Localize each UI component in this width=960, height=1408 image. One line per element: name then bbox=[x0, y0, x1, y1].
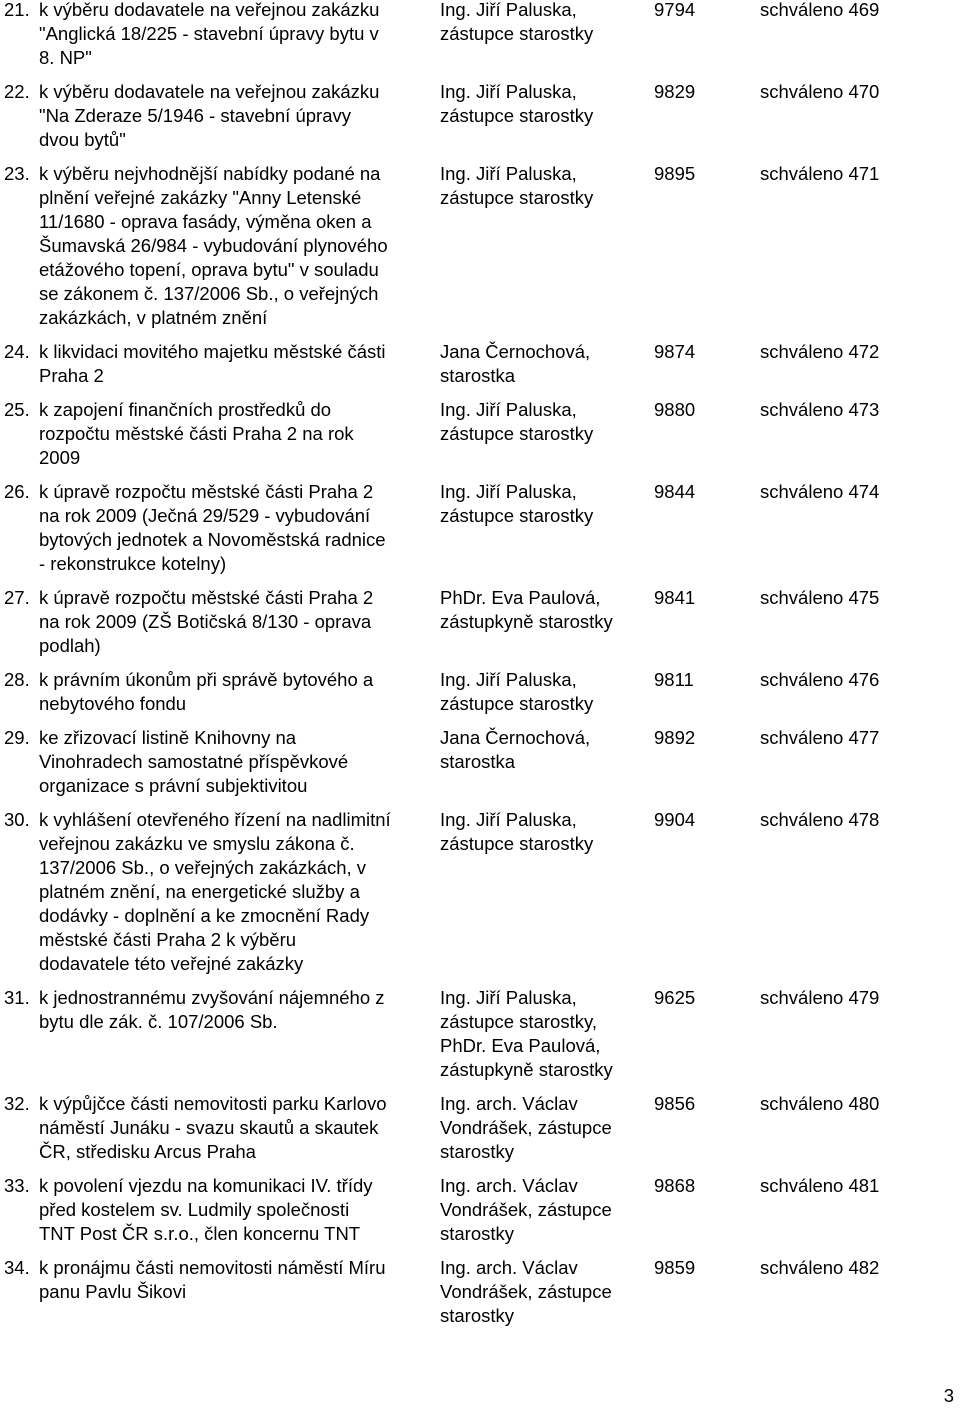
presenter-line: Ing. Jiří Paluska, bbox=[440, 163, 577, 184]
item-presenter bbox=[440, 986, 645, 1082]
item-number: 31. bbox=[4, 987, 30, 1008]
item-document-number: 9859 bbox=[654, 1257, 696, 1278]
subject-line: rozpočtu městské části Praha 2 na rok bbox=[39, 423, 354, 444]
subject-line: se zákonem č. 137/2006 Sb., o veřejných bbox=[39, 283, 379, 304]
resolution-row bbox=[0, 986, 960, 1082]
presenter-line: starostky bbox=[440, 1305, 515, 1326]
resolution-row bbox=[0, 726, 960, 798]
resolution-row bbox=[0, 80, 960, 152]
presenter-line: Vondrášek, zástupce bbox=[440, 1281, 612, 1302]
subject-line: dodávky - doplnění a ke zmocnění Rady bbox=[39, 905, 370, 926]
item-number: 24. bbox=[4, 341, 30, 362]
item-number: 26. bbox=[4, 481, 30, 502]
presenter-line: Ing. Jiří Paluska, bbox=[440, 481, 577, 502]
subject-line: veřejnou zakázku ve smyslu zákona č. bbox=[39, 833, 355, 854]
item-document-number: 9904 bbox=[654, 809, 696, 830]
presenter-line: starostky bbox=[440, 1223, 515, 1244]
item-number: 29. bbox=[4, 727, 30, 748]
presenter-line: Jana Černochová, bbox=[440, 727, 591, 748]
item-status: schváleno 471 bbox=[760, 163, 880, 184]
item-presenter bbox=[440, 1092, 645, 1164]
subject-line: k výběru dodavatele na veřejnou zakázku bbox=[39, 81, 380, 102]
item-subject bbox=[39, 986, 434, 1034]
presenter-line: starostka bbox=[440, 751, 516, 772]
item-status: schváleno 478 bbox=[760, 809, 880, 830]
presenter-line: zástupce starostky, bbox=[440, 1011, 597, 1032]
subject-line: Šumavská 26/984 - vybudování plynového bbox=[39, 235, 388, 256]
subject-line: organizace s právní subjektivitou bbox=[39, 775, 308, 796]
item-presenter bbox=[440, 80, 645, 128]
item-status: schváleno 470 bbox=[760, 81, 880, 102]
resolution-row bbox=[0, 480, 960, 576]
item-subject bbox=[39, 80, 434, 152]
item-document-number: 9856 bbox=[654, 1093, 696, 1114]
resolution-row bbox=[0, 0, 960, 70]
subject-line: dodavatele této veřejné zakázky bbox=[39, 953, 304, 974]
item-document-number: 9794 bbox=[654, 0, 696, 20]
subject-line: 137/2006 Sb., o veřejných zakázkách, v bbox=[39, 857, 367, 878]
subject-line: na rok 2009 (Ječná 29/529 - vybudování bbox=[39, 505, 371, 526]
subject-line: - rekonstrukce kotelny) bbox=[39, 553, 227, 574]
presenter-line: Ing. arch. Václav bbox=[440, 1175, 578, 1196]
subject-line: "Na Zderaze 5/1946 - stavební úpravy bbox=[39, 105, 351, 126]
presenter-line: zástupkyně starostky bbox=[440, 1059, 613, 1080]
subject-line: "Anglická 18/225 - stavební úpravy bytu v bbox=[39, 23, 379, 44]
item-presenter bbox=[440, 586, 645, 634]
item-document-number: 9892 bbox=[654, 727, 696, 748]
subject-line: k pronájmu části nemovitosti náměstí Míru bbox=[39, 1257, 386, 1278]
resolution-row bbox=[0, 668, 960, 716]
item-presenter bbox=[440, 340, 645, 388]
presenter-line: zástupce starostky bbox=[440, 505, 594, 526]
item-presenter bbox=[440, 668, 645, 716]
presenter-line: zástupkyně starostky bbox=[440, 611, 613, 632]
item-status: schváleno 481 bbox=[760, 1175, 880, 1196]
presenter-line: Ing. Jiří Paluska, bbox=[440, 809, 577, 830]
item-number: 32. bbox=[4, 1093, 30, 1114]
item-status: schváleno 476 bbox=[760, 669, 880, 690]
subject-line: k úpravě rozpočtu městské části Praha 2 bbox=[39, 481, 374, 502]
item-subject bbox=[39, 480, 434, 576]
item-document-number: 9811 bbox=[654, 669, 694, 690]
item-number: 30. bbox=[4, 809, 30, 830]
presenter-line: Ing. arch. Václav bbox=[440, 1257, 578, 1278]
subject-line: bytových jednotek a Novoměstská radnice bbox=[39, 529, 386, 550]
item-status: schváleno 482 bbox=[760, 1257, 880, 1278]
presenter-line: PhDr. Eva Paulová, bbox=[440, 1035, 601, 1056]
subject-line: 11/1680 - oprava fasády, výměna oken a bbox=[39, 211, 372, 232]
presenter-line: zástupce starostky bbox=[440, 833, 594, 854]
subject-line: 8. NP" bbox=[39, 47, 92, 68]
presenter-line: Ing. Jiří Paluska, bbox=[440, 0, 577, 20]
item-subject bbox=[39, 586, 434, 658]
resolution-row bbox=[0, 1256, 960, 1328]
presenter-line: zástupce starostky bbox=[440, 105, 594, 126]
resolution-row bbox=[0, 162, 960, 330]
item-subject bbox=[39, 1256, 434, 1304]
presenter-line: starostky bbox=[440, 1141, 515, 1162]
item-number: 34. bbox=[4, 1257, 30, 1278]
item-document-number: 9625 bbox=[654, 987, 696, 1008]
resolution-row bbox=[0, 1174, 960, 1246]
subject-line: nebytového fondu bbox=[39, 693, 187, 714]
presenter-line: starostka bbox=[440, 365, 516, 386]
item-status: schváleno 473 bbox=[760, 399, 880, 420]
subject-line: k výběru nejvhodnější nabídky podané na bbox=[39, 163, 381, 184]
item-subject bbox=[39, 340, 434, 388]
item-document-number: 9880 bbox=[654, 399, 696, 420]
subject-line: k zapojení finančních prostředků do bbox=[39, 399, 332, 420]
item-document-number: 9874 bbox=[654, 341, 696, 362]
subject-line: dvou bytů" bbox=[39, 129, 126, 150]
subject-line: 2009 bbox=[39, 447, 81, 468]
item-subject bbox=[39, 0, 434, 70]
item-status: schváleno 469 bbox=[760, 0, 880, 20]
presenter-line: Vondrášek, zástupce bbox=[440, 1199, 612, 1220]
subject-line: podlah) bbox=[39, 635, 101, 656]
item-number: 21. bbox=[4, 0, 30, 20]
item-status: schváleno 480 bbox=[760, 1093, 880, 1114]
subject-line: etážového topení, oprava bytu" v souladu bbox=[39, 259, 379, 280]
subject-line: ke zřizovací listině Knihovny na bbox=[39, 727, 297, 748]
subject-line: k povolení vjezdu na komunikaci IV. třídy bbox=[39, 1175, 373, 1196]
item-number: 28. bbox=[4, 669, 30, 690]
item-status: schváleno 472 bbox=[760, 341, 880, 362]
subject-line: Vinohradech samostatné příspěvkové bbox=[39, 751, 349, 772]
subject-line: bytu dle zák. č. 107/2006 Sb. bbox=[39, 1011, 278, 1032]
presenter-line: Ing. Jiří Paluska, bbox=[440, 669, 577, 690]
presenter-line: Jana Černochová, bbox=[440, 341, 591, 362]
subject-line: Praha 2 bbox=[39, 365, 104, 386]
presenter-line: Ing. Jiří Paluska, bbox=[440, 81, 577, 102]
item-presenter bbox=[440, 808, 645, 856]
presenter-line: zástupce starostky bbox=[440, 423, 594, 444]
item-status: schváleno 479 bbox=[760, 987, 880, 1008]
subject-line: panu Pavlu Šikovi bbox=[39, 1281, 187, 1302]
item-subject bbox=[39, 1174, 434, 1246]
presenter-line: zástupce starostky bbox=[440, 23, 594, 44]
item-number: 27. bbox=[4, 587, 30, 608]
presenter-line: zástupce starostky bbox=[440, 693, 594, 714]
item-document-number: 9844 bbox=[654, 481, 696, 502]
presenter-line: zástupce starostky bbox=[440, 187, 594, 208]
item-presenter bbox=[440, 1174, 645, 1246]
subject-line: k právním úkonům při správě bytového a bbox=[39, 669, 374, 690]
item-document-number: 9868 bbox=[654, 1175, 696, 1196]
subject-line: k úpravě rozpočtu městské části Praha 2 bbox=[39, 587, 374, 608]
item-status: schváleno 477 bbox=[760, 727, 880, 748]
resolution-row bbox=[0, 340, 960, 388]
presenter-line: Ing. Jiří Paluska, bbox=[440, 987, 577, 1008]
item-subject bbox=[39, 162, 434, 330]
resolution-row bbox=[0, 1092, 960, 1164]
item-presenter bbox=[440, 1256, 645, 1328]
item-document-number: 9829 bbox=[654, 81, 696, 102]
item-document-number: 9841 bbox=[654, 587, 696, 608]
item-number: 33. bbox=[4, 1175, 30, 1196]
item-subject bbox=[39, 1092, 434, 1164]
resolution-row bbox=[0, 586, 960, 658]
item-document-number: 9895 bbox=[654, 163, 696, 184]
item-presenter bbox=[440, 0, 645, 46]
subject-line: náměstí Junáku - svazu skautů a skautek bbox=[39, 1117, 379, 1138]
subject-line: plnění veřejné zakázky "Anny Letenské bbox=[39, 187, 362, 208]
item-number: 23. bbox=[4, 163, 30, 184]
subject-line: k výběru dodavatele na veřejnou zakázku bbox=[39, 0, 380, 20]
item-presenter bbox=[440, 726, 645, 774]
subject-line: městské části Praha 2 k výběru bbox=[39, 929, 297, 950]
item-subject bbox=[39, 668, 434, 716]
presenter-line: Ing. Jiří Paluska, bbox=[440, 399, 577, 420]
item-subject bbox=[39, 398, 434, 470]
subject-line: k likvidaci movitého majetku městské části bbox=[39, 341, 386, 362]
subject-line: ČR, středisku Arcus Praha bbox=[39, 1141, 256, 1162]
resolution-row bbox=[0, 398, 960, 470]
item-subject bbox=[39, 808, 434, 976]
subject-line: k vyhlášení otevřeného řízení na nadlimitní bbox=[39, 809, 391, 830]
subject-line: TNT Post ČR s.r.o., člen koncernu TNT bbox=[39, 1223, 361, 1244]
subject-line: platném znění, na energetické služby a bbox=[39, 881, 360, 902]
resolution-row bbox=[0, 808, 960, 976]
item-status: schváleno 474 bbox=[760, 481, 880, 502]
item-presenter bbox=[440, 480, 645, 528]
subject-line: zakázkách, v platném znění bbox=[39, 307, 268, 328]
item-subject bbox=[39, 726, 434, 798]
presenter-line: Ing. arch. Václav bbox=[440, 1093, 578, 1114]
item-number: 22. bbox=[4, 81, 30, 102]
subject-line: před kostelem sv. Ludmily společnosti bbox=[39, 1199, 350, 1220]
presenter-line: PhDr. Eva Paulová, bbox=[440, 587, 601, 608]
subject-line: k výpůjčce části nemovitosti parku Karlovo bbox=[39, 1093, 387, 1114]
item-presenter bbox=[440, 162, 645, 210]
subject-line: na rok 2009 (ZŠ Botičská 8/130 - oprava bbox=[39, 611, 372, 632]
item-status: schváleno 475 bbox=[760, 587, 880, 608]
subject-line: k jednostrannému zvyšování nájemného z bbox=[39, 987, 385, 1008]
item-number: 25. bbox=[4, 399, 30, 420]
item-presenter bbox=[440, 398, 645, 446]
presenter-line: Vondrášek, zástupce bbox=[440, 1117, 612, 1138]
page-number: 3 bbox=[943, 1385, 954, 1406]
